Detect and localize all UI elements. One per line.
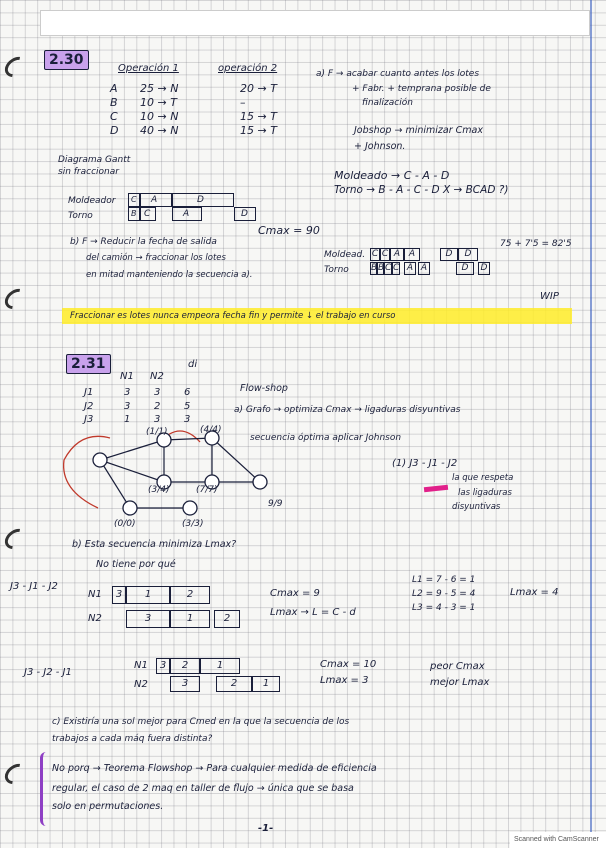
row-op2: 15 → T xyxy=(240,110,277,123)
highlight-text: Fraccionar es lotes nunca empeora fecha fin y permite ↓ el trabajo en curso xyxy=(70,311,396,321)
graph-node-label: (4/4) xyxy=(200,425,222,435)
seq1-cmax: Cmax = 9 xyxy=(270,588,320,599)
gantt-cell: D xyxy=(234,207,256,221)
respect-line3: disyuntivas xyxy=(452,502,501,512)
gantt-machine-label: Torno xyxy=(68,211,93,221)
col-header-di: di xyxy=(188,359,198,370)
note-c-line2: trabajos a cada máq fuera distinta? xyxy=(52,734,213,744)
gantt-cell: C xyxy=(140,207,156,221)
job-label: J2 xyxy=(84,401,94,412)
answer-line2: regular, el caso de 2 maq en taller de flujo → única que se basa xyxy=(52,783,354,794)
note-a-line2: + Fabr. + temprana posible de xyxy=(352,84,491,94)
gantt-cell: D xyxy=(458,248,478,261)
peor-note: peor Cmax xyxy=(430,661,485,672)
col-header-op2: operación 2 xyxy=(218,63,278,74)
job-n1: 3 xyxy=(124,401,131,412)
top-white-strip xyxy=(40,10,590,36)
gantt-cell: D xyxy=(172,193,234,207)
cmax-value: Cmax = 90 xyxy=(258,224,320,237)
col-header-n2: N2 xyxy=(150,371,164,382)
problem-tag-230: 2.30 xyxy=(44,50,89,70)
gantt-title-1: Diagrama Gantt xyxy=(58,155,131,165)
margin-line xyxy=(590,0,592,848)
respect-line2: las ligaduras xyxy=(458,488,512,498)
binder-hole-icon xyxy=(1,760,31,789)
graph-node-label: (3/3) xyxy=(182,519,204,529)
gantt-cell: D xyxy=(440,248,458,261)
graph-node-label: (7/7) xyxy=(196,485,218,495)
job-n2: 3 xyxy=(154,387,161,398)
row-op2: 15 → T xyxy=(240,124,277,137)
answer-line3: solo en permutaciones. xyxy=(52,801,164,812)
note-b-line3: en mitad manteniendo la secuencia a). xyxy=(86,270,253,280)
seq-torno: Torno → B - A - C - D X → BCAD ?) xyxy=(334,184,509,196)
disjunctive-graph xyxy=(40,420,300,530)
note-seq: secuencia óptima aplicar Johnson xyxy=(250,433,402,443)
note-johnson: + Johnson. xyxy=(354,141,406,152)
gantt-cell: C xyxy=(128,193,140,207)
gantt-cell: C xyxy=(381,249,389,259)
gantt-machine-label: Moldeador xyxy=(68,196,116,206)
row-label: C xyxy=(110,110,118,123)
note-b-line1: b) F → Reducir la fecha de salida xyxy=(70,237,217,247)
gantt-machine-label: N2 xyxy=(134,679,148,690)
graph-node-label: (0/0) xyxy=(114,519,136,529)
answer-line1: No porq → Teorema Flowshop → Para cualquier medida de eficiencia xyxy=(52,763,377,774)
gantt-cell: A xyxy=(172,207,202,221)
seq-moldeador: Moldeado → C - A - D xyxy=(334,169,450,182)
note-jobshop: Jobshop → minimizar Cmax xyxy=(354,125,483,136)
answer-brace xyxy=(40,752,49,826)
gantt-cell: A xyxy=(390,248,404,261)
note-b-line2: del camión → fraccionar los lotes xyxy=(86,253,226,263)
seq2-cmax: Cmax = 10 xyxy=(320,659,377,670)
graph-node-label: 9/9 xyxy=(268,499,283,509)
job-di: 5 xyxy=(184,401,191,412)
gantt-cell: A xyxy=(140,193,172,207)
gantt-cell: 1 xyxy=(170,610,210,628)
job-n2: 2 xyxy=(154,401,161,412)
gantt-cell: B xyxy=(378,263,385,273)
row-label: B xyxy=(110,96,118,109)
gantt-cell: 3 xyxy=(126,610,170,628)
seq1-l1: L1 = 7 - 6 = 1 xyxy=(412,575,476,585)
gantt-cell: D xyxy=(478,262,490,275)
mejor-note: mejor Lmax xyxy=(430,677,490,688)
gantt-machine-label: N2 xyxy=(88,613,102,624)
seq1-l2: L2 = 9 - 5 = 4 xyxy=(412,589,476,599)
gantt-cell: B xyxy=(128,207,140,221)
row-label: A xyxy=(110,82,118,95)
gantt-cell: 2 xyxy=(214,610,240,628)
job-n1: 3 xyxy=(124,387,131,398)
gantt-cell: D xyxy=(456,262,474,275)
gantt-cell: 3 xyxy=(156,658,170,674)
row-op1: 10 → T xyxy=(140,96,177,109)
calc-note: 75 + 7'5 = 82'5 xyxy=(500,239,572,249)
gantt-cell: 1 xyxy=(252,676,280,692)
row-label: D xyxy=(110,124,119,137)
no-tiene: No tiene por qué xyxy=(96,559,176,570)
gantt-cell: 1 xyxy=(126,586,170,604)
seq-label: (1) J3 - J1 - J2 xyxy=(392,458,458,469)
seq1-l3: L3 = 4 - 3 = 1 xyxy=(412,603,476,613)
gantt-cell: 1 xyxy=(200,658,240,674)
gantt-cell: C xyxy=(371,249,379,259)
gantt-cell: C xyxy=(385,263,392,273)
binder-hole-icon xyxy=(1,53,31,82)
gantt-machine-label: N1 xyxy=(134,660,148,671)
row-op1: 25 → N xyxy=(140,82,179,95)
gantt-cell: A xyxy=(404,248,420,261)
note-b: b) Esta secuencia minimiza Lmax? xyxy=(72,539,237,550)
graph-node-label: (1/1) xyxy=(146,427,168,437)
scanner-watermark: Scanned with CamScanner xyxy=(514,836,599,843)
gantt-cell: 3 xyxy=(112,586,126,604)
gantt-machine-label: N1 xyxy=(88,589,102,600)
problem-tag-231: 2.31 xyxy=(66,354,111,374)
gantt-title-2: sin fraccionar xyxy=(58,167,119,177)
job-n2: 3 xyxy=(154,414,161,425)
flowshop-label: Flow-shop xyxy=(240,383,288,394)
gantt-cell: 2 xyxy=(216,676,252,692)
gantt-machine-label: Torno xyxy=(324,265,349,275)
row-op1: 10 → N xyxy=(140,110,179,123)
seq1-label: J3 - J1 - J2 xyxy=(10,581,58,592)
row-op1: 40 → N xyxy=(140,124,179,137)
seq1-lmax: Lmax = 4 xyxy=(510,587,559,598)
binder-hole-icon xyxy=(1,525,31,554)
seq2-label: J3 - J2 - J1 xyxy=(24,667,72,678)
gantt-cell: B xyxy=(371,263,378,273)
gantt-cell: C xyxy=(393,263,400,273)
gantt-cell: 2 xyxy=(170,586,210,604)
note-a: a) Grafo → optimiza Cmax → ligaduras disyuntivas xyxy=(234,405,461,415)
job-di: 3 xyxy=(184,414,191,425)
note-a-line1: a) F → acabar cuanto antes los lotes xyxy=(316,69,480,79)
job-label: J3 xyxy=(84,414,94,425)
graph-node-label: (3/4) xyxy=(148,485,170,495)
job-label: J1 xyxy=(84,387,94,398)
seq1-lmax-formula: Lmax → L = C - d xyxy=(270,607,356,618)
row-op2: 20 → T xyxy=(240,82,277,95)
note-a-line3: finalización xyxy=(362,98,413,108)
pink-arrow xyxy=(424,485,448,492)
seq2-lmax: Lmax = 3 xyxy=(320,675,369,686)
page-number: -1- xyxy=(258,823,274,834)
col-header-n1: N1 xyxy=(120,371,134,382)
col-header-op1: Operación 1 xyxy=(118,63,179,74)
gantt-cell: A xyxy=(418,262,430,275)
binder-hole-icon xyxy=(1,285,31,314)
gantt-cell: A xyxy=(404,262,416,275)
row-op2: – xyxy=(240,96,246,109)
wip-label: WIP xyxy=(540,291,559,302)
job-di: 6 xyxy=(184,387,191,398)
respect-line1: la que respeta xyxy=(452,473,514,483)
note-c-line1: c) Existiría una sol mejor para Cmed en la que la secuencia de los xyxy=(52,717,350,727)
gantt-machine-label: Moldead. xyxy=(324,250,366,260)
gantt-cell: 2 xyxy=(170,658,200,674)
gantt-cell: 3 xyxy=(170,676,200,692)
job-n1: 1 xyxy=(124,414,131,425)
